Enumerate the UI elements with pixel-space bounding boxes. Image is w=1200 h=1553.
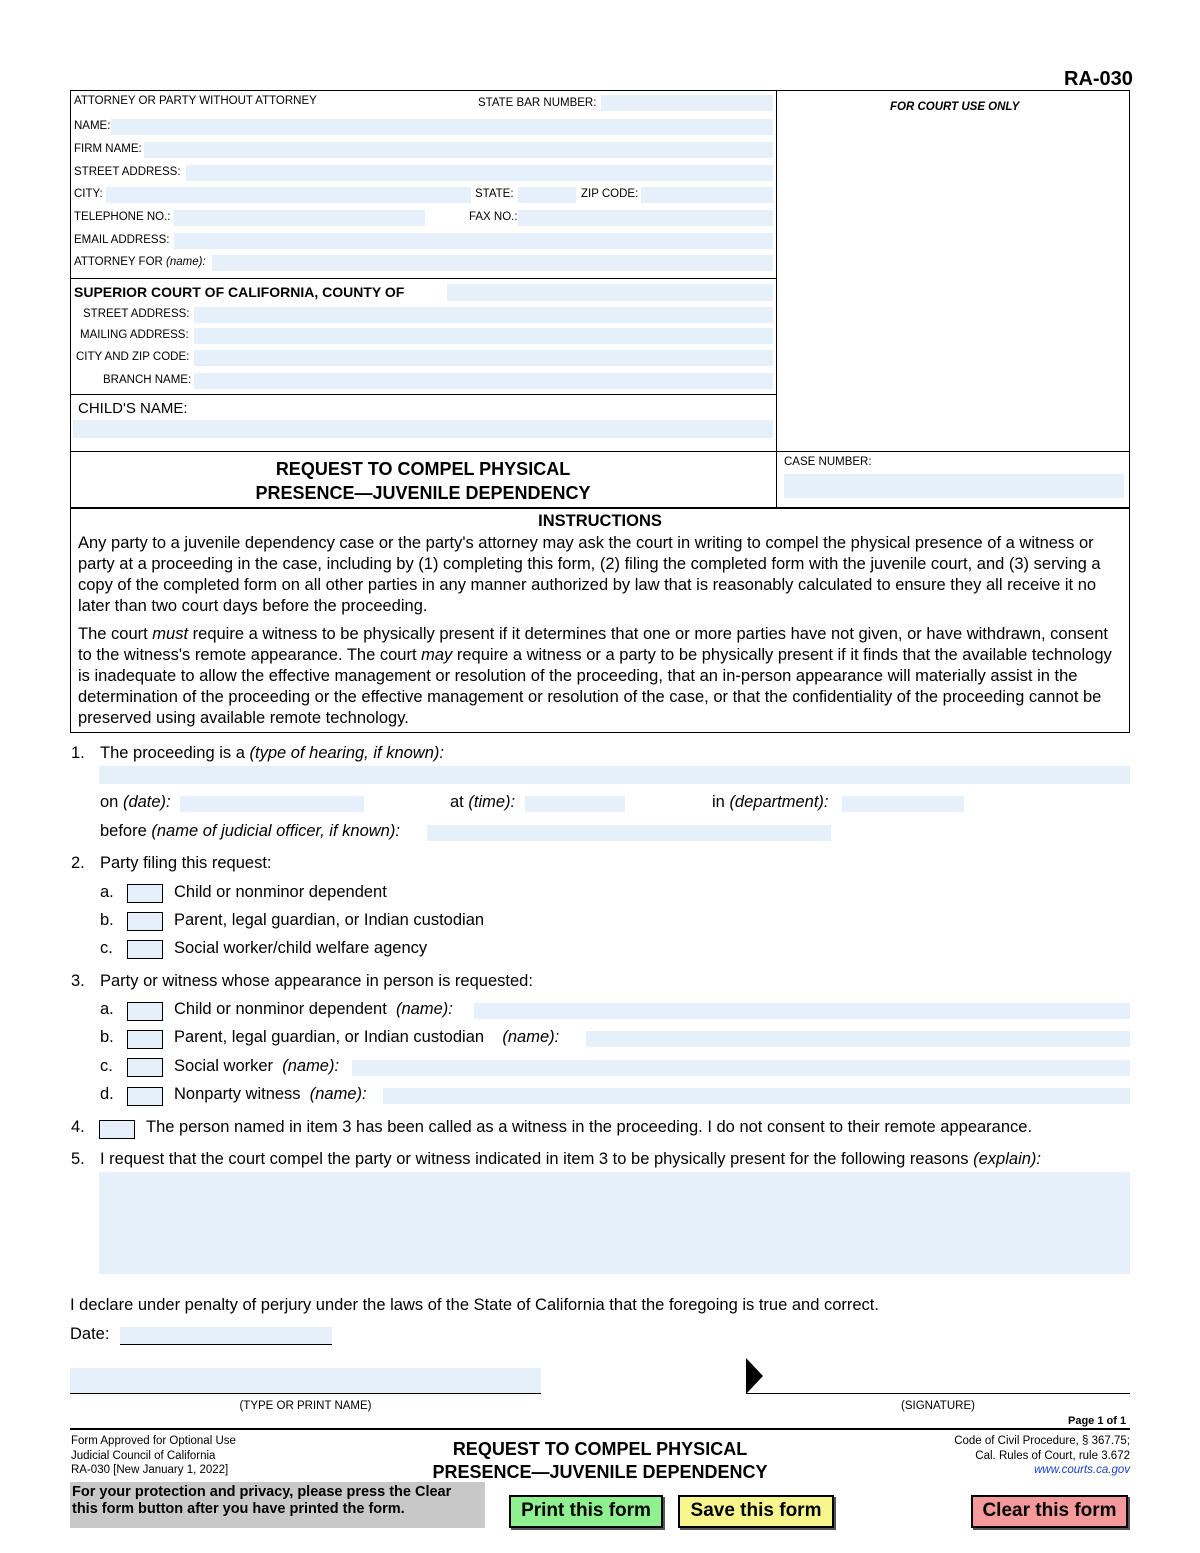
item3a-name-field[interactable] xyxy=(474,1003,1130,1019)
item5-hint: (explain): xyxy=(973,1150,1042,1168)
p2-part-a: The court xyxy=(78,625,153,643)
form-title xyxy=(70,457,776,505)
officer-hint: (name of judicial officer, if known): xyxy=(151,822,400,840)
item3c-name-field[interactable] xyxy=(352,1060,1130,1076)
firm-field[interactable] xyxy=(144,142,773,158)
item1-label: The proceeding is a xyxy=(100,744,245,762)
instructions-title: INSTRUCTIONS xyxy=(538,512,662,530)
save-button[interactable]: Save this form xyxy=(678,1495,834,1528)
print-name-field[interactable] xyxy=(70,1368,541,1394)
court-street-field[interactable] xyxy=(194,307,773,323)
street-label: STREET ADDRESS: xyxy=(74,166,181,178)
name-label: NAME: xyxy=(74,120,111,132)
signature-arrow-icon xyxy=(746,1358,763,1394)
item3b-checkbox[interactable] xyxy=(127,1030,163,1049)
item2b-letter: b. xyxy=(100,911,114,929)
item1-date-label xyxy=(100,793,171,812)
privacy-line1: For your protection and privacy, please press the Clear xyxy=(72,1484,452,1500)
item3b-letter: b. xyxy=(100,1028,114,1046)
footer-approved: Form Approved for Optional Use xyxy=(71,1435,236,1447)
item2a-checkbox[interactable] xyxy=(127,884,163,903)
court-mailing-field[interactable] xyxy=(194,328,773,344)
footer-ccp: Code of Civil Procedure, § 367.75; xyxy=(954,1435,1130,1447)
street-field[interactable] xyxy=(186,165,773,181)
footer-council: Judicial Council of California xyxy=(71,1449,216,1462)
fax-field[interactable] xyxy=(518,210,773,226)
item3a-letter: a. xyxy=(100,1000,114,1018)
phone-field[interactable] xyxy=(174,210,425,226)
item3c-hint: (name): xyxy=(282,1057,340,1075)
footer-right xyxy=(880,1434,1130,1478)
footer-title xyxy=(380,1438,820,1484)
city-label: CITY: xyxy=(74,188,103,200)
clear-button[interactable]: Clear this form xyxy=(971,1495,1128,1528)
item3c-label-text: Social worker xyxy=(174,1057,274,1075)
form-id: RA-030 xyxy=(1064,68,1133,90)
footer-left xyxy=(71,1434,236,1478)
item1-text xyxy=(100,744,444,763)
signature-caption: (SIGNATURE) xyxy=(901,1400,975,1412)
item2b-label: Parent, legal guardian, or Indian custodian xyxy=(174,911,485,929)
page-number: Page 1 of 1 xyxy=(1068,1415,1127,1427)
item3-number: 3. xyxy=(71,972,85,990)
item3d-letter: d. xyxy=(100,1085,114,1103)
item3d-label-text: Nonparty witness xyxy=(174,1085,301,1103)
on-text: on xyxy=(100,793,119,811)
before-text: before xyxy=(100,822,147,840)
item3c-label xyxy=(174,1057,339,1076)
case-number-field[interactable] xyxy=(784,474,1124,498)
item3-text: Party or witness whose appearance in person is requested: xyxy=(100,972,533,990)
item4-text: The person named in item 3 has been called as a witness in the proceeding. I do not consent to their remote appearance. xyxy=(146,1118,1033,1136)
declaration-text: I declare under penalty of perjury under the laws of the State of California that the foregoing is true and correct. xyxy=(70,1296,879,1314)
item4-number: 4. xyxy=(71,1118,85,1136)
attorney-header: ATTORNEY OR PARTY WITHOUT ATTORNEY xyxy=(74,95,317,107)
item2b-checkbox[interactable] xyxy=(127,912,163,931)
item1-time-label xyxy=(450,793,515,812)
footer-form-rev: RA-030 [New January 1, 2022] xyxy=(71,1464,229,1476)
item3c-letter: c. xyxy=(100,1057,113,1075)
hearing-type-field[interactable] xyxy=(99,766,1130,784)
privacy-notice xyxy=(70,1482,485,1528)
footer-rule xyxy=(70,1428,1130,1430)
p2-part-e: require a witness or a party to be physically present if it finds that the available technology is inadequate to allow the effective management or resolution of the proceeding, that an in-person appearance will materially assist in the determination of the proceeding or the effective management or resolution of the case, or that the confidentiality of the proceeding cannot be preserved using available remote technology. xyxy=(78,646,1112,727)
signature-line[interactable] xyxy=(746,1393,1130,1394)
firm-label: FIRM NAME: xyxy=(74,143,142,155)
item3b-hint: (name): xyxy=(502,1028,560,1046)
declaration-date-field[interactable] xyxy=(120,1327,332,1345)
instructions-paragraph-1: Any party to a juvenile dependency case or the party's attorney may ask the court in writing to compel the physical presence of a witness or party at a proceeding in the case, including by (1) completing this form, (2) filing the completed form with the juvenile court, and (3) serving a copy of the completed form on all other parties in any manner authorized by law that is reasonably calculated to ensure they all receive it no later than two court days before the proceeding. xyxy=(78,534,1101,615)
state-bar-label: STATE BAR NUMBER: xyxy=(478,97,597,109)
print-name-caption: (TYPE OR PRINT NAME) xyxy=(239,1400,372,1412)
item3a-label xyxy=(174,1000,453,1019)
item5-number: 5. xyxy=(71,1150,85,1168)
case-number-label: CASE NUMBER: xyxy=(784,456,872,468)
court-branch-field[interactable] xyxy=(194,373,773,389)
instructions-paragraph-2 xyxy=(78,624,1124,729)
attorney-for-text: ATTORNEY FOR xyxy=(74,256,163,268)
title-divider xyxy=(70,451,1130,452)
item1-number: 1. xyxy=(71,744,85,762)
child-name-label: CHILD'S NAME: xyxy=(78,400,188,417)
privacy-line2: this form button after you have printed the form. xyxy=(72,1501,405,1517)
state-field[interactable] xyxy=(518,187,576,203)
item2c-letter: c. xyxy=(100,939,113,957)
item3b-name-field[interactable] xyxy=(586,1031,1130,1047)
item1-officer-label xyxy=(100,822,400,841)
item5-label: I request that the court compel the party or witness indicated in item 3 to be physically present for the following reasons xyxy=(100,1150,969,1168)
p2-part-c: require a witness to be physically present if it determines that one or more parties have not given, or have withdrawn, consent to the witness's remote appearance. The court xyxy=(78,625,1108,664)
item2-text: Party filing this request: xyxy=(100,854,272,872)
court-title: SUPERIOR COURT OF CALIFORNIA, COUNTY OF xyxy=(74,284,405,300)
hearing-dept-field[interactable] xyxy=(842,796,964,812)
name-field[interactable] xyxy=(111,119,773,135)
email-field[interactable] xyxy=(174,233,773,249)
item2c-checkbox[interactable] xyxy=(127,940,163,959)
zip-field[interactable] xyxy=(641,187,773,203)
time-hint: (time): xyxy=(468,793,516,811)
phone-label: TELEPHONE NO.: xyxy=(74,211,171,223)
court-street-label: STREET ADDRESS: xyxy=(83,308,190,320)
in-text: in xyxy=(712,793,725,811)
item1-hint: (type of hearing, if known): xyxy=(249,744,444,762)
dept-hint: (department): xyxy=(729,793,829,811)
p2-must: must xyxy=(152,625,189,643)
court-use-only: FOR COURT USE ONLY xyxy=(890,101,1020,113)
item3b-label xyxy=(174,1028,559,1047)
date-hint: (date): xyxy=(122,793,171,811)
item1-dept-label xyxy=(712,793,828,812)
item3a-checkbox[interactable] xyxy=(127,1002,163,1021)
child-name-field[interactable] xyxy=(73,420,773,438)
item2a-letter: a. xyxy=(100,883,114,901)
item2a-label: Child or nonminor dependent xyxy=(174,883,387,901)
footer-rules: Cal. Rules of Court, rule 3.672 xyxy=(975,1449,1130,1462)
footer-title-line1: REQUEST TO COMPEL PHYSICAL xyxy=(452,1439,748,1459)
zip-label: ZIP CODE: xyxy=(581,188,639,200)
fax-label: FAX NO.: xyxy=(469,211,518,223)
attorney-for-hint: (name): xyxy=(166,256,206,268)
print-button[interactable]: Print this form xyxy=(509,1495,663,1528)
court-cityzip-field[interactable] xyxy=(194,350,773,366)
date-label: Date: xyxy=(70,1325,110,1343)
item4-checkbox[interactable] xyxy=(99,1120,135,1139)
item2-number: 2. xyxy=(71,854,85,872)
courts-link[interactable]: www.courts.ca.gov xyxy=(1034,1464,1130,1476)
footer-title-line2: PRESENCE—JUVENILE DEPENDENCY xyxy=(432,1462,768,1482)
item3a-hint: (name): xyxy=(395,1000,453,1018)
county-field[interactable] xyxy=(447,284,773,301)
hearing-date-field[interactable] xyxy=(180,796,364,812)
state-label: STATE: xyxy=(475,188,514,200)
caption-divider xyxy=(776,90,777,508)
court-cityzip-label: CITY AND ZIP CODE: xyxy=(76,351,190,363)
item5-text xyxy=(100,1150,1041,1169)
court-child-divider xyxy=(70,394,777,395)
hearing-time-field[interactable] xyxy=(525,796,625,812)
item3c-checkbox[interactable] xyxy=(127,1058,163,1077)
item3b-label-text: Parent, legal guardian, or Indian custodian xyxy=(174,1028,485,1046)
item3d-hint: (name): xyxy=(309,1085,367,1103)
attorney-court-divider xyxy=(70,278,777,279)
attorney-for-label xyxy=(74,256,206,268)
judicial-officer-field[interactable] xyxy=(427,825,831,841)
form-title-line1: REQUEST TO COMPEL PHYSICAL xyxy=(275,459,571,479)
item2c-label: Social worker/child welfare agency xyxy=(174,939,428,957)
email-label: EMAIL ADDRESS: xyxy=(74,234,170,246)
court-mailing-label: MAILING ADDRESS: xyxy=(80,329,189,341)
item3d-checkbox[interactable] xyxy=(127,1087,163,1106)
reasons-textarea[interactable] xyxy=(99,1172,1130,1274)
form-title-line2: PRESENCE—JUVENILE DEPENDENCY xyxy=(255,483,591,503)
item3d-name-field[interactable] xyxy=(383,1088,1130,1104)
attorney-for-field[interactable] xyxy=(212,255,773,271)
state-bar-field[interactable] xyxy=(601,95,773,111)
city-field[interactable] xyxy=(106,187,471,203)
item3d-label xyxy=(174,1085,367,1104)
item3a-label-text: Child or nonminor dependent xyxy=(174,1000,387,1018)
p2-may: may xyxy=(421,646,453,664)
at-text: at xyxy=(450,793,464,811)
court-branch-label: BRANCH NAME: xyxy=(103,374,192,386)
